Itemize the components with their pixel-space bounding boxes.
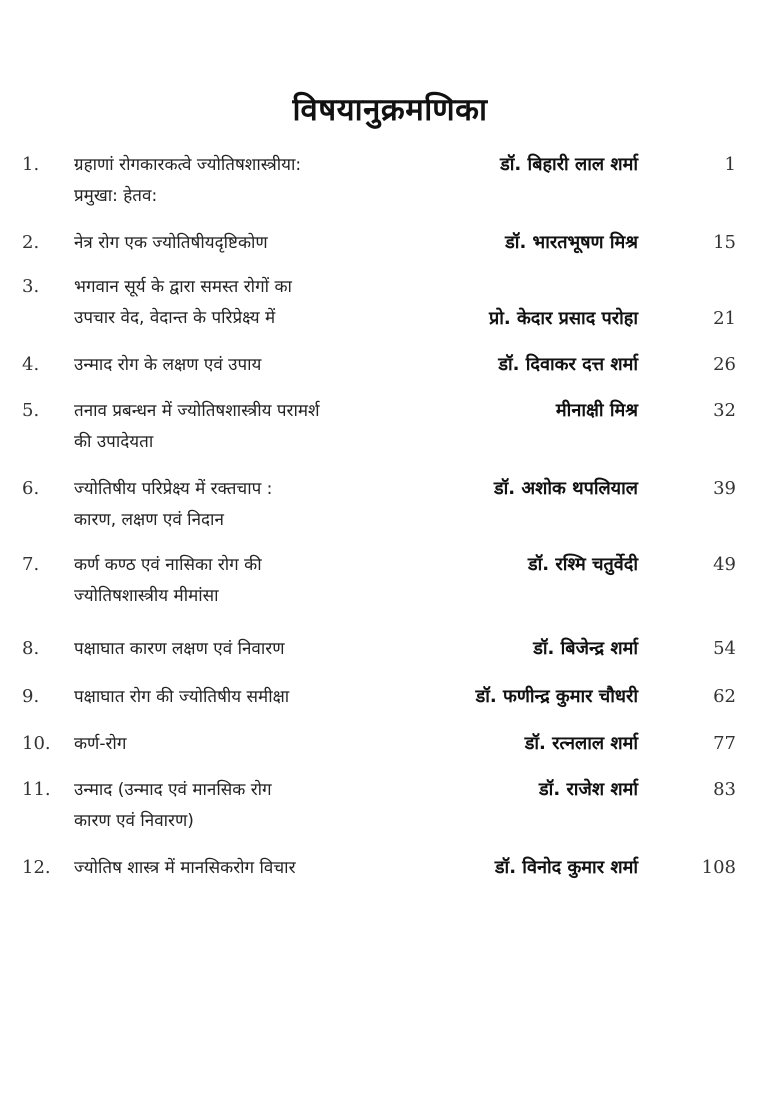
entry-page-number: 26 xyxy=(713,354,736,375)
entry-number: 12. xyxy=(22,857,51,878)
topic-line: ज्योतिषीय परिप्रेक्ष्य में रक्तचाप : xyxy=(74,479,273,499)
topic-line: भगवान सूर्य के द्वारा समस्त रोगों का xyxy=(74,277,292,297)
topic-line: पक्षाघात कारण लक्षण एवं निवारण xyxy=(74,639,285,659)
entry-author: डॉ. राजेश शर्मा xyxy=(539,779,638,800)
entry-page-number: 77 xyxy=(713,733,736,754)
entry-page-number: 1 xyxy=(724,154,736,175)
topic-line: उपचार वेद, वेदान्त के परिप्रेक्ष्य में xyxy=(74,308,276,328)
entry-page-number: 32 xyxy=(713,400,736,421)
entry-page-number: 39 xyxy=(713,478,736,499)
entry-topic xyxy=(74,853,419,884)
topic-line: ज्योतिषशास्त्रीय मीमांसा xyxy=(74,586,219,606)
entry-topic xyxy=(74,729,419,760)
entry-author: डॉ. दिवाकर दत्त शर्मा xyxy=(498,354,638,375)
entry-page-number: 62 xyxy=(713,686,736,707)
entry-number: 8. xyxy=(22,638,40,659)
topic-line: तनाव प्रबन्धन में ज्योतिषशास्त्रीय परामर्श xyxy=(74,401,320,421)
entry-topic xyxy=(74,396,419,458)
entry-number: 11. xyxy=(22,779,51,800)
entry-topic xyxy=(74,634,419,665)
entry-author: डॉ. फणीन्द्र कुमार चौधरी xyxy=(475,686,638,707)
page-title: विषयानुक्रमणिका xyxy=(292,92,488,128)
entry-author: डॉ. बिहारी लाल शर्मा xyxy=(500,154,638,175)
entry-number: 10. xyxy=(22,733,51,754)
topic-line: की उपादेयता xyxy=(74,432,154,452)
entry-topic xyxy=(74,350,419,381)
entry-author: डॉ. रत्नलाल शर्मा xyxy=(524,733,638,754)
entry-page-number: 21 xyxy=(713,308,736,329)
entry-number: 5. xyxy=(22,400,40,421)
entry-topic xyxy=(74,228,419,259)
entry-author: मीनाक्षी मिश्र xyxy=(555,400,638,421)
topic-line: ग्रहाणां रोगकारकत्वे ज्योतिषशास्त्रीया: xyxy=(74,155,302,175)
entry-number: 9. xyxy=(22,686,40,707)
entry-topic xyxy=(74,150,419,212)
entry-author: प्रो. केदार प्रसाद परोहा xyxy=(488,308,638,329)
entry-number: 2. xyxy=(22,232,40,253)
topic-line: प्रमुखा: हेतव: xyxy=(74,186,158,206)
entry-topic xyxy=(74,775,419,837)
entry-page-number: 49 xyxy=(713,554,736,575)
topic-line: उन्माद (उन्माद एवं मानसिक रोग xyxy=(74,780,272,800)
topic-line: कारण एवं निवारण) xyxy=(74,811,194,831)
entry-page-number: 15 xyxy=(713,232,736,253)
topic-line: ज्योतिष शास्त्र में मानसिकरोग विचार xyxy=(74,858,296,878)
entry-number: 1. xyxy=(22,154,40,175)
entry-topic xyxy=(74,682,419,713)
entry-topic xyxy=(74,272,419,334)
entry-topic xyxy=(74,474,419,536)
topic-line: नेत्र रोग एक ज्योतिषीयदृष्टिकोण xyxy=(74,233,268,253)
entry-number: 6. xyxy=(22,478,40,499)
entry-author: डॉ. अशोक थपलियाल xyxy=(493,478,638,499)
entry-author: डॉ. बिजेन्द्र शर्मा xyxy=(533,638,638,659)
entry-number: 3. xyxy=(22,276,40,297)
entry-number: 7. xyxy=(22,554,40,575)
topic-line: उन्माद रोग के लक्षण एवं उपाय xyxy=(74,355,262,375)
topic-line: कर्ण कण्ठ एवं नासिका रोग की xyxy=(74,555,262,575)
topic-line: कर्ण-रोग xyxy=(74,734,127,754)
entry-page-number: 108 xyxy=(701,857,736,878)
entry-page-number: 83 xyxy=(713,779,736,800)
entry-number: 4. xyxy=(22,354,40,375)
topic-line: पक्षाघात रोग की ज्योतिषीय समीक्षा xyxy=(74,687,290,707)
topic-line: कारण, लक्षण एवं निदान xyxy=(74,510,224,530)
entry-author: डॉ. भारतभूषण मिश्र xyxy=(505,232,638,253)
entry-author: डॉ. रश्मि चतुर्वेदी xyxy=(527,554,638,575)
entry-author: डॉ. विनोद कुमार शर्मा xyxy=(494,857,638,878)
entry-topic xyxy=(74,550,419,612)
entry-page-number: 54 xyxy=(713,638,736,659)
